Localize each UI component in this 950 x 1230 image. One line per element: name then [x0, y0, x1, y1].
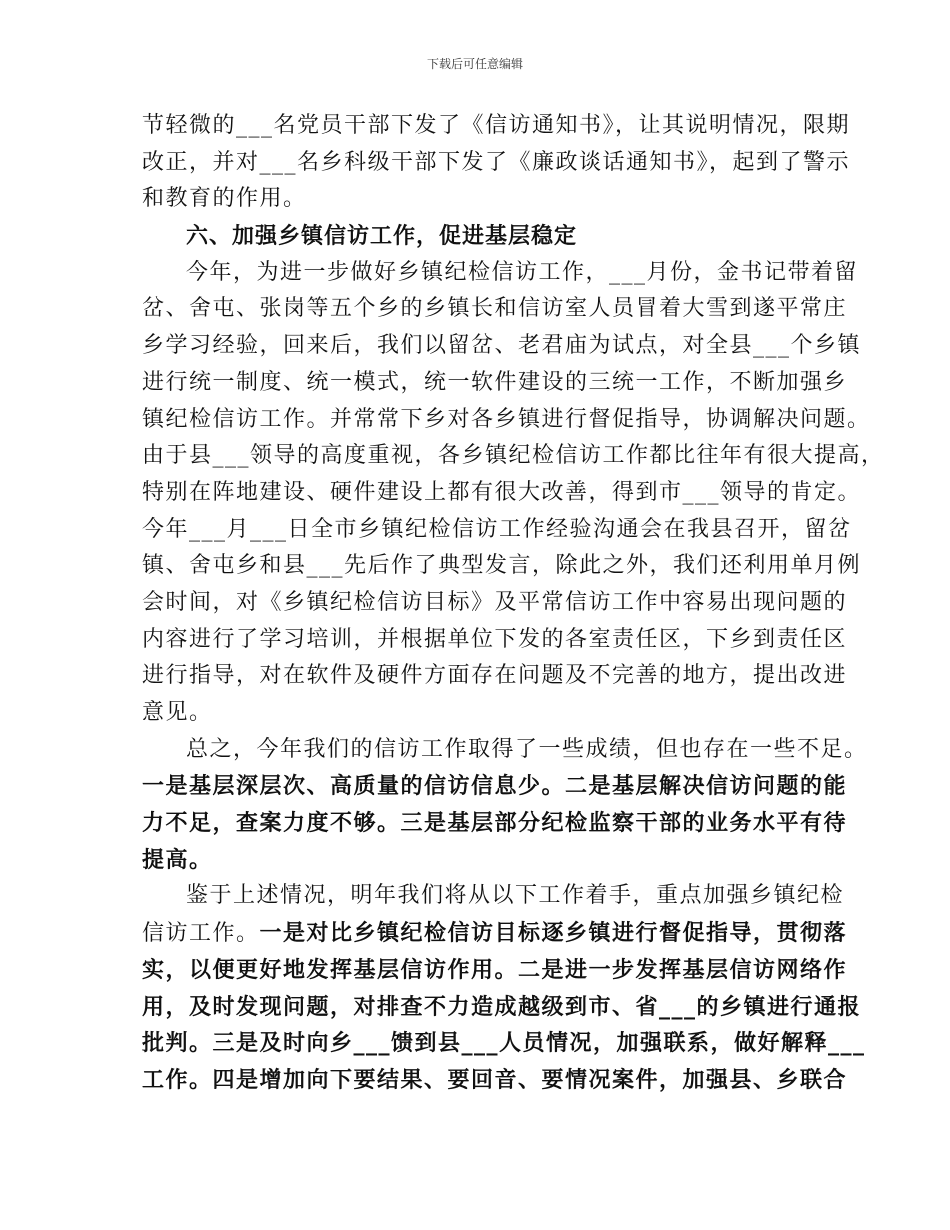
- text-line: 镇纪检信访工作。并常常下乡对各乡镇进行督促指导，协调解决问题。: [142, 406, 871, 432]
- text-line: 意见。: [142, 700, 213, 725]
- document-body: [142, 108, 885, 1099]
- text-line-bold: 用，及时发现问题，对排查不力造成越级到市、省___的乡镇进行通报: [142, 993, 862, 1020]
- text-line-mixed: [142, 915, 848, 952]
- text-line-bold: 批判。三是及时向乡___馈到县___人员情况，加强联系，做好解释___: [142, 1030, 866, 1057]
- text-line-bold: 工作。四是增加向下要结果、要回音、要情况案件，加强县、乡联合: [142, 1066, 848, 1093]
- page-header: 下载后可任意编辑: [426, 57, 523, 71]
- text-run: 信访工作。: [142, 921, 260, 947]
- section-heading: 六、加强乡镇信访工作，促进基层稳定: [186, 223, 578, 250]
- text-line-bold: 一是基层深层次、高质量的信访信息少。二是基层解决信访问题的能: [142, 773, 848, 800]
- text-line: 和教育的作用。: [142, 186, 307, 212]
- text-line: 岔、舍屯、张岗等五个乡的乡镇长和信访室人员冒着大雪到遂平常庄: [142, 296, 848, 322]
- text-line: 内容进行了学习培训，并根据单位下发的各室责任区，下乡到责任区: [142, 626, 848, 652]
- text-line-bold: 力不足，查案力度不够。三是基层部分纪检监察干部的业务水平有待: [142, 810, 848, 837]
- text-run-bold: 一是对比乡镇纪检信访目标逐乡镇进行督促指导，贯彻落: [259, 920, 848, 947]
- text-line: 乡学习经验，回来后，我们以留岔、老君庙为试点，对全县___个乡镇: [142, 333, 862, 359]
- text-line: 今年，为进一步做好乡镇纪检信访工作，___月份，金书记带着留: [186, 259, 859, 285]
- text-line: 镇、舍屯乡和县___先后作了典型发言，除此之外，我们还利用单月例: [142, 553, 862, 579]
- text-line: 进行统一制度、统一模式，统一软件建设的三统一工作，不断加强乡: [142, 369, 848, 395]
- text-line: 今年___月___日全市乡镇纪检信访工作经验沟通会在我县召开，留岔: [142, 516, 852, 542]
- text-line: 总之，今年我们的信访工作取得了一些成绩，但也存在一些不足。: [186, 736, 868, 762]
- text-line-bold: 提高。: [142, 846, 213, 873]
- text-line: 鉴于上述情况，明年我们将从以下工作着手，重点加强乡镇纪检: [186, 883, 845, 909]
- text-line: 特别在阵地建设、硬件建设上都有很大改善，得到市___领导的肯定。: [142, 479, 862, 505]
- text-line: 会时间，对《乡镇纪检信访目标》及平常信访工作中容易出现问题的: [142, 589, 848, 615]
- text-line: 改正，并对___名乡科级干部下发了《廉政谈话通知书》，起到了警示: [142, 149, 851, 175]
- text-line-bold: 实，以便更好地发挥基层信访作用。二是进一步发挥基层信访网络作: [142, 956, 848, 983]
- text-line: 进行指导，对在软件及硬件方面存在问题及不完善的地方，提出改进: [142, 663, 848, 689]
- text-line: 由于县___领导的高度重视，各乡镇纪检信访工作都比往年有很大提高，: [142, 443, 885, 469]
- text-line: 节轻微的___名党员干部下发了《信访通知书》，让其说明情况，限期: [142, 113, 851, 138]
